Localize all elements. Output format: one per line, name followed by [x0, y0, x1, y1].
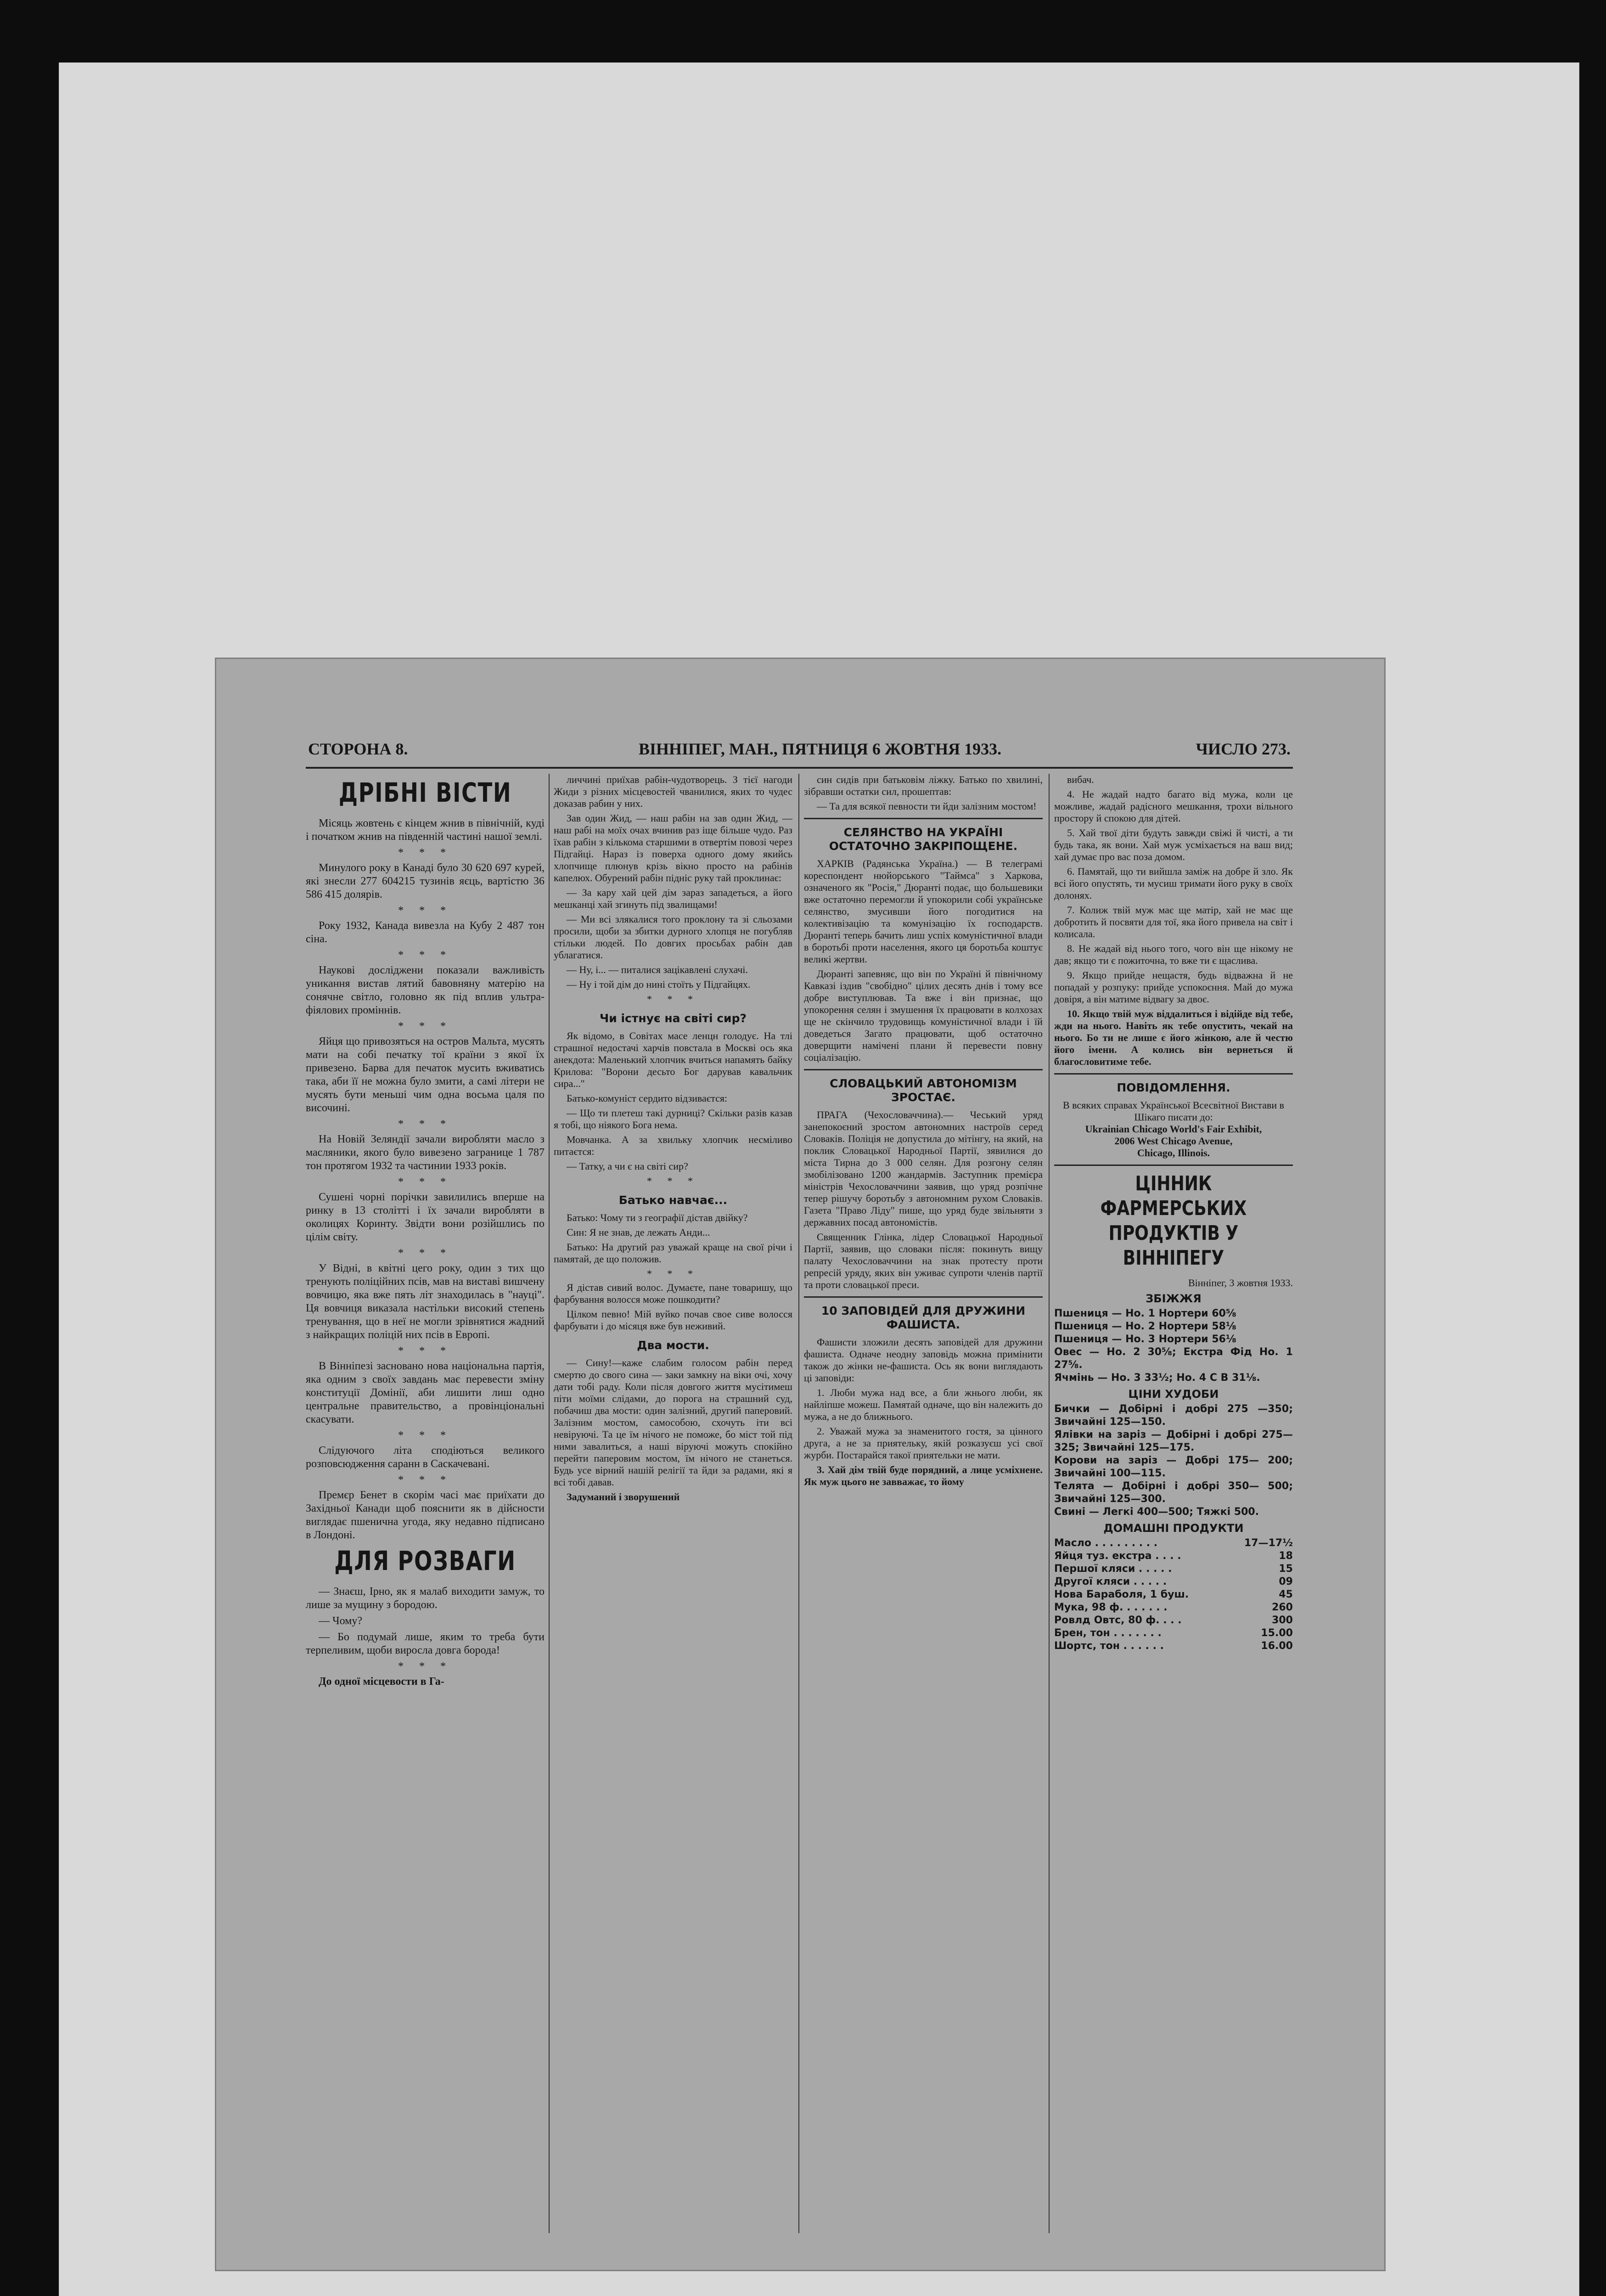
product-name: Масло . . . . . . . . . [1054, 1537, 1158, 1549]
column-3 [804, 774, 1043, 2233]
story-paragraph: — Що ти плетеш такі дурниці? Скільки разів казав я тобі, що ніякого Бога нема. [554, 1107, 792, 1131]
divider [1054, 1073, 1293, 1075]
product-price: 16.00 [1261, 1640, 1293, 1652]
article-paragraph: 2. Уважай мужа за знаменитого гостя, за цінного друга, а не за приятельку, якій розказуєш усі свої журби. Постарайся такої приятельки не мати. [804, 1425, 1043, 1461]
product-price: 17—17½ [1244, 1537, 1293, 1549]
issue-number: ЧИСЛО 273. [1196, 740, 1291, 758]
section-title-news: ДРІБНІ ВІСТИ [338, 777, 512, 808]
grain-price: Овес — Но. 2 30⅝; Екстра Фід Но. 1 27⅝. [1054, 1346, 1293, 1371]
article-paragraph: Дюранті запевняє, що він по Україні й північному Кавказі іздив "свобідно" цілих десять днів і тому все добре виступлював. Та вже і він признає, що упокорення селян і змушення їх працювати в колхозах ще не скінчило трудовищь комуністичної влади і їй доведеться Загато працювати, щоб остаточно доверщити намічені плани й перевести повну соціалізацію. [804, 968, 1043, 1063]
table-row [1054, 1576, 1293, 1588]
grain-heading: ЗБІЖЖЯ [1146, 1292, 1202, 1305]
product-price: 15 [1279, 1563, 1293, 1575]
story-paragraph: Як відомо, в Совітах масе ленцн голодує. На тлі страшної недостачі харчів повстала в Москві ось яка анекдота: Маленький хлопчик вчиться напамять байку Крилова: "Ворони десьто Бог дарував кавальчик сира..." [554, 1030, 792, 1089]
product-name: Другої кляси . . . . . [1054, 1576, 1167, 1587]
news-item: Наукові досліджени показали важливість уникання вистав лятий бавовняну матерію на сонячне світло, головно як під вплив ультра-фіялових проміннів. [306, 964, 545, 1016]
news-item: Премєр Бенет в скорім часі має приїхати до Західньої Канади щоб пояснити як в дійсности виглядає пшенична угода, яку недавно підписано в Лондоні. [306, 1489, 545, 1541]
article-heading: 10 ЗАПОВІДЕЙ ДЛЯ ДРУЖИНИ ФАШИСТА. [821, 1304, 1026, 1331]
product-price: 09 [1279, 1576, 1293, 1587]
divider [1054, 1165, 1293, 1166]
column-1 [306, 774, 545, 2233]
separator: * * * [398, 905, 452, 917]
news-item: Місяць жовтень є кінцем жнив в північній, куді і початком жнив на південній частині нашої землі. [306, 817, 545, 843]
news-item: В Вінніпезі засновано нова національна партія, яка одним з своїх завдань має перевести зміну конституції Домінії, аби лишити лиш одно центральне правительство, а провінціональні скасувати. [306, 1360, 545, 1425]
story-paragraph: — Ну і той дім до нині стоїть у Підгайцях. [567, 979, 751, 990]
story-paragraph: — Сину!—каже слабим голосом рабін перед смертю до свого сина — заки замкну на віки очі, хочу дати тобі раду. Коли після довгого життя мусітимеш піти моїми слідами, до порога на страшний суд, побачиш два мости: один залізний, другий паперовий. Залізним мостом, самособою, схочуть іти всі невіруючі. Та це їм нічого не поможе, бо міст той під ними завалиться, а наші віруючі можуть спокійно перейти паперовим мостом, їм нічого не станеться. Будь усе вірний нашій релігії та йди за радами, які я всі тобі давав. [554, 1357, 792, 1488]
cattle-price: Свині — Легкі 400—500; Тяжкі 500. [1054, 1506, 1259, 1518]
table-row [1054, 1640, 1293, 1653]
separator: * * * [398, 1429, 452, 1441]
table-row [1054, 1563, 1293, 1576]
article-paragraph: Священник Глінка, лідер Словацької Народньої Партії, заявив, що словаки після: покинуть вищу палату Чехословаччини на знак протесту проти репресій уряду, яких він уживає супроти членів партії та проти словацької преси. [804, 1231, 1043, 1290]
column-rule [1049, 774, 1050, 2233]
article-paragraph: 9. Якщо прийде нещастя, будь відважна й не попадай у розпуку: прийде успокоєння. Май до мужа довіря, а він матиме відвагу за двоє. [1054, 969, 1293, 1005]
article-paragraph: ПРАГА (Чехословаччина).— Чеський уряд занепокоєний зростом автономних настроїв серед Словаків. Поліція не допустила до мітінгу, на який, на поклик Словацької Народньої Партії, зявилися до міста Тирна до 3 000 селян. Для розгону селян змобілізовано 1200 жандармів. Заступник премієра міністрів Чехословаччини заявив, що уряд розпічне тепер рішучу боротьбу з автономним рухом Словаків. Газета "Право Ліду" пише, що уряд буде звільняти з державних посад автономістів. [804, 1109, 1043, 1228]
notice-title: ПОВІДОМЛЕННЯ. [1117, 1081, 1230, 1094]
news-item: Слідуючого літа сподіються великого розповсюдження саранн в Саскачевані. [306, 1445, 545, 1470]
article-paragraph: 4. Не жадай надто багато від мужа, коли це можливе, жадай радісного мешкання, трохи вільного простору й спокою для дітей. [1054, 788, 1293, 824]
joke-line: — Чому? [319, 1615, 362, 1627]
article-paragraph: 6. Памятай, що ти вийшла заміж на добре й зло. Як всі його опустять, ти мусиш тримати його руку в своїх долонях. [1054, 866, 1293, 901]
separator: * * * [398, 1020, 452, 1032]
product-price: 300 [1272, 1615, 1293, 1626]
product-price: 15.00 [1261, 1627, 1293, 1639]
story-paragraph: Я дістав сивий волос. Думаєте, пане товаришу, що фарбування волосся може пошкодити? [554, 1282, 792, 1305]
cattle-price: Телята — Добірні і добрі 350— 500; Звичайні 125—300. [1054, 1480, 1293, 1505]
article-paragraph: 3. Хай дім твій буде порядний, а лице усміхнене. Як муж цього не завважає, то йому [804, 1464, 1043, 1487]
joke-line: — Знаєш, Ірно, як я малаб виходити замуж, то лише за мущину з бородою. [306, 1586, 545, 1611]
story-paragraph: Задуманий і зворушений [567, 1491, 680, 1503]
cattle-price: Бички — Добірні і добрі 275 —350; Звичайні 125—150. [1054, 1403, 1293, 1428]
separator: * * * [647, 993, 699, 1005]
article-paragraph: ХАРКІВ (Радянська Україна.) — В телеграмі кореспондент нюйорського "Таймса" з Харкова, означеного як "Росія," Дюранті подає, що большевики вже остаточно перемогли й упокорили собі українське селянство, змусивши його погодитися на колективізацію та комунізацію їх господарств. Дюранті теперь бачить лиш успіх комуністичної влади в боротьбі проти населення, якого ця боротьба коштує великі жертви. [804, 858, 1043, 965]
separator: * * * [398, 1345, 452, 1357]
section-title-fun: ДЛЯ РОЗВАГИ [334, 1545, 516, 1576]
newspaper-page [215, 658, 1386, 2271]
story-paragraph: син сидів при батьковім ліжку. Батько по хвилині, зібравши остатки сил, прошептав: [804, 774, 1043, 797]
column-rule [798, 774, 799, 2233]
price-date: Вінніпег, 3 жовтня 1933. [1188, 1277, 1293, 1289]
notice-text: В всяких справах Української Всесвітної Вистави в Шікаго писати до: [1062, 1099, 1285, 1123]
story-paragraph: Син: Я не знав, де лежать Анди... [567, 1227, 710, 1238]
divider [804, 1069, 1043, 1070]
column-2 [554, 774, 792, 2233]
story-paragraph: — За кару хай цей дім зараз западеться, а його мешканці хай згинуть під звалищами! [554, 887, 792, 910]
grain-price: Ячмінь — Но. 3 33½; Но. 4 С В 31⅛. [1054, 1372, 1260, 1384]
separator: * * * [398, 949, 452, 961]
cattle-heading: ЦІНИ ХУДОБИ [1128, 1388, 1219, 1401]
news-item: Минулого року в Канаді було 30 620 697 курей, які знесли 277 604215 тузинів яєць, вартістю 36 586 415 долярів. [306, 862, 545, 900]
product-price: 45 [1279, 1589, 1293, 1600]
news-item: Сушені чорні порічки завилились вперше на ринку в 13 столітті і їх зачали виробляти в околицях Коринту. Звідти вони розійшлись по цілім світу. [306, 1191, 545, 1243]
page-header [308, 739, 1291, 767]
joke-line: До одної місцевости в Га- [319, 1676, 444, 1688]
story-paragraph: Цілком певно! Мій вуйко почав свое сиве волосся фарбувати і до місяця вже був неживий. [554, 1308, 792, 1332]
product-name: Першої кляси . . . . . [1054, 1563, 1172, 1575]
separator: * * * [398, 1176, 452, 1188]
story-paragraph: Батько: Чому ти з географії дістав двійку? [567, 1212, 748, 1223]
story-paragraph: Зав один Жид, — наш рабін на зав один Жид, — наш рабі на моїх очах вчинив раз іще більше чудо. Раз їхав рабін з кількома старшими в отвертім повозі через Підгайці. Нараз із поверха одного дому якийсь хлопчище плюнув крізь вікно просто на рабінів капелюх. Обурений рабін підніс руку тай проклинає: [554, 812, 792, 884]
article-heading: СЛОВАЦЬКИЙ АВТОНОМІЗМ ЗРОСТАЄ. [830, 1077, 1017, 1104]
story-paragraph: Батько: На другий раз уважай краще на свої річи і памятай, де що положив. [554, 1241, 792, 1265]
cattle-price: Корови на заріз — Добрі 175— 200; Звичайні 100—115. [1054, 1455, 1293, 1479]
story-paragraph: — Ми всі злякалися того проклону та зі сльозами просили, щоби за збитки дурного хлопця не погубляв стільки людей. По довгих просьбах рабін дав ублагатися. [554, 913, 792, 961]
product-name: Яйця туз. екстра . . . . [1054, 1550, 1181, 1562]
table-row [1054, 1601, 1293, 1614]
product-name: Ровлд Овтс, 80 ф. . . . [1054, 1615, 1182, 1626]
home-products-table [1054, 1537, 1293, 1653]
news-item: Року 1932, Канада вивезла на Кубу 2 487 тон сіна. [306, 920, 545, 945]
grain-price: Пшениця — Но. 1 Нортери 60⅝ [1054, 1308, 1236, 1319]
divider [804, 1296, 1043, 1298]
price-list-title: ЦІННИК ФАРМЕРСЬКИХ ПРОДУКТІВ У ВІННІПЕГУ [1100, 1172, 1247, 1270]
story-paragraph: личчині приїхав рабін-чудотворець. З тієї нагоди Жиди з різних місцевостей чванилися, яких то чудес доказав рабин у них. [554, 774, 792, 809]
article-paragraph: вибач. [1067, 774, 1094, 785]
joke-line: — Бо подумай лише, яким то треба бути терпеливим, щоби виросла довга борода! [306, 1631, 545, 1656]
table-row [1054, 1550, 1293, 1563]
article-paragraph: 7. Колиж твій муж має ще матір, хай не має ще добротить й посвяти для тої, яка його привела на світ і колисала. [1054, 904, 1293, 940]
cattle-price: Ялівки на заріз — Добірні і добрі 275—325; Звичайні 125—175. [1054, 1429, 1293, 1453]
news-item: На Новій Зеляндії зачали виробляти масло з масляники, якого було вивезено загранице 1 787 тон протягом 1932 та частинии 1933 років. [306, 1133, 545, 1172]
article-paragraph: 8. Не жадай від нього того, чого він ще нікому не дав; якщо ти є пожиточна, то вже ти є щаслива. [1054, 943, 1293, 966]
article-paragraph: 10. Якщо твій муж віддалиться і відійде від тебе, жди на нього. Навіть як тебе опустить, чекай на нього. Бо ти не лише є його жінкою, але й честю його імени. А колись він вернеться й благословитиме тебе. [1054, 1008, 1293, 1067]
table-row [1054, 1627, 1293, 1640]
story-heading: Чи істнує на світі сир? [600, 1012, 747, 1025]
product-name: Шортс, тон . . . . . . [1054, 1640, 1164, 1652]
notice-address: Ukrainian Chicago World's Fair Exhibit, [1085, 1123, 1262, 1135]
page-number: СТОРОНА 8. [308, 740, 408, 758]
separator: * * * [647, 1175, 699, 1187]
divider [804, 818, 1043, 819]
separator: * * * [398, 1247, 452, 1259]
story-paragraph: Мовчанка. А за хвильку хлопчик несміливо питаєтся: [554, 1134, 792, 1157]
news-item: Яйця що привозяться на остров Мальта, мусять мати на собі печатку тої країни з якої їх привезено. Барва для печаток мусить вживатись така, аби її не можна було змити, а самі літери не мусять бути меньші чим одна восьма цаля по височині. [306, 1035, 545, 1114]
story-heading: Батько навчає... [618, 1193, 728, 1207]
separator: * * * [398, 1474, 452, 1486]
separator: * * * [398, 847, 452, 859]
article-heading: СЕЛЯНСТВО НА УКРАЇНІ ОСТАТОЧНО ЗАКРІПОЩЕНЕ. [829, 826, 1018, 853]
separator: * * * [398, 1118, 452, 1130]
story-paragraph: — Та для всякої певности ти йди залізним мостом! [817, 800, 1037, 812]
separator: * * * [647, 1268, 699, 1279]
product-price: 18 [1279, 1550, 1293, 1562]
separator: * * * [398, 1660, 452, 1672]
home-products-heading: ДОМАШНІ ПРОДУКТИ [1103, 1522, 1244, 1535]
story-heading: Два мости. [637, 1339, 709, 1352]
product-price: 260 [1272, 1602, 1293, 1613]
article-paragraph: 1. Люби мужа над все, а бли жнього люби, як найліпше можеш. Памятай одначе, що він належить до мужа, а не до ближнього. [804, 1387, 1043, 1422]
table-row [1054, 1588, 1293, 1601]
column-4 [1054, 774, 1293, 2233]
product-name: Мука, 98 ф. . . . . . . [1054, 1602, 1168, 1613]
story-paragraph: Батько-комуніст сердито відзиваєтся: [567, 1092, 728, 1104]
article-paragraph: Фашисти зложили десять заповідей для дружини фашиста. Одначе неодну заповідь можна примінити також до жінки не-фашиста. Ось як вони виглядають ці заповіди: [804, 1336, 1043, 1384]
table-row [1054, 1614, 1293, 1627]
news-item: У Відні, в квітні цего року, один з тих що тренують поліційних псів, мав на виставі вишчену вовчицю, яка вже пять літ знаходилась в "науці". Ця вовчиця виказала настільки високий степень тренування, що в неї не могли зрівнятися жадний з найкращих поліцій них псів в Европі. [306, 1262, 545, 1341]
table-row [1054, 1537, 1293, 1550]
article-paragraph: 5. Хай твої діти будуть завжди свіжі й чисті, а ти будь така, як вони. Хай муж усміхається на ваш вид; хай думає про вас поза домом. [1054, 827, 1293, 862]
notice-address: Chicago, Illinois. [1137, 1147, 1210, 1159]
notice-address: 2006 West Chicago Avenue, [1114, 1135, 1233, 1147]
grain-price: Пшениця — Но. 2 Нортери 58⅛ [1054, 1321, 1236, 1332]
story-paragraph: — Ну, і... — питалися зацікавлені слухачі. [567, 964, 748, 975]
grain-price: Пшениця — Но. 3 Нортери 56⅛ [1054, 1334, 1236, 1345]
dateline: ВІННІПЕГ, МАН., ПЯТНИЦЯ 6 ЖОВТНЯ 1933. [639, 740, 1002, 758]
story-paragraph: — Татку, а чи є на світі сир? [567, 1160, 688, 1172]
product-name: Брен, тон . . . . . . . [1054, 1627, 1162, 1639]
header-rule [306, 767, 1293, 769]
column-rule [549, 774, 550, 2233]
product-name: Нова Бараболя, 1 буш. [1054, 1589, 1189, 1600]
